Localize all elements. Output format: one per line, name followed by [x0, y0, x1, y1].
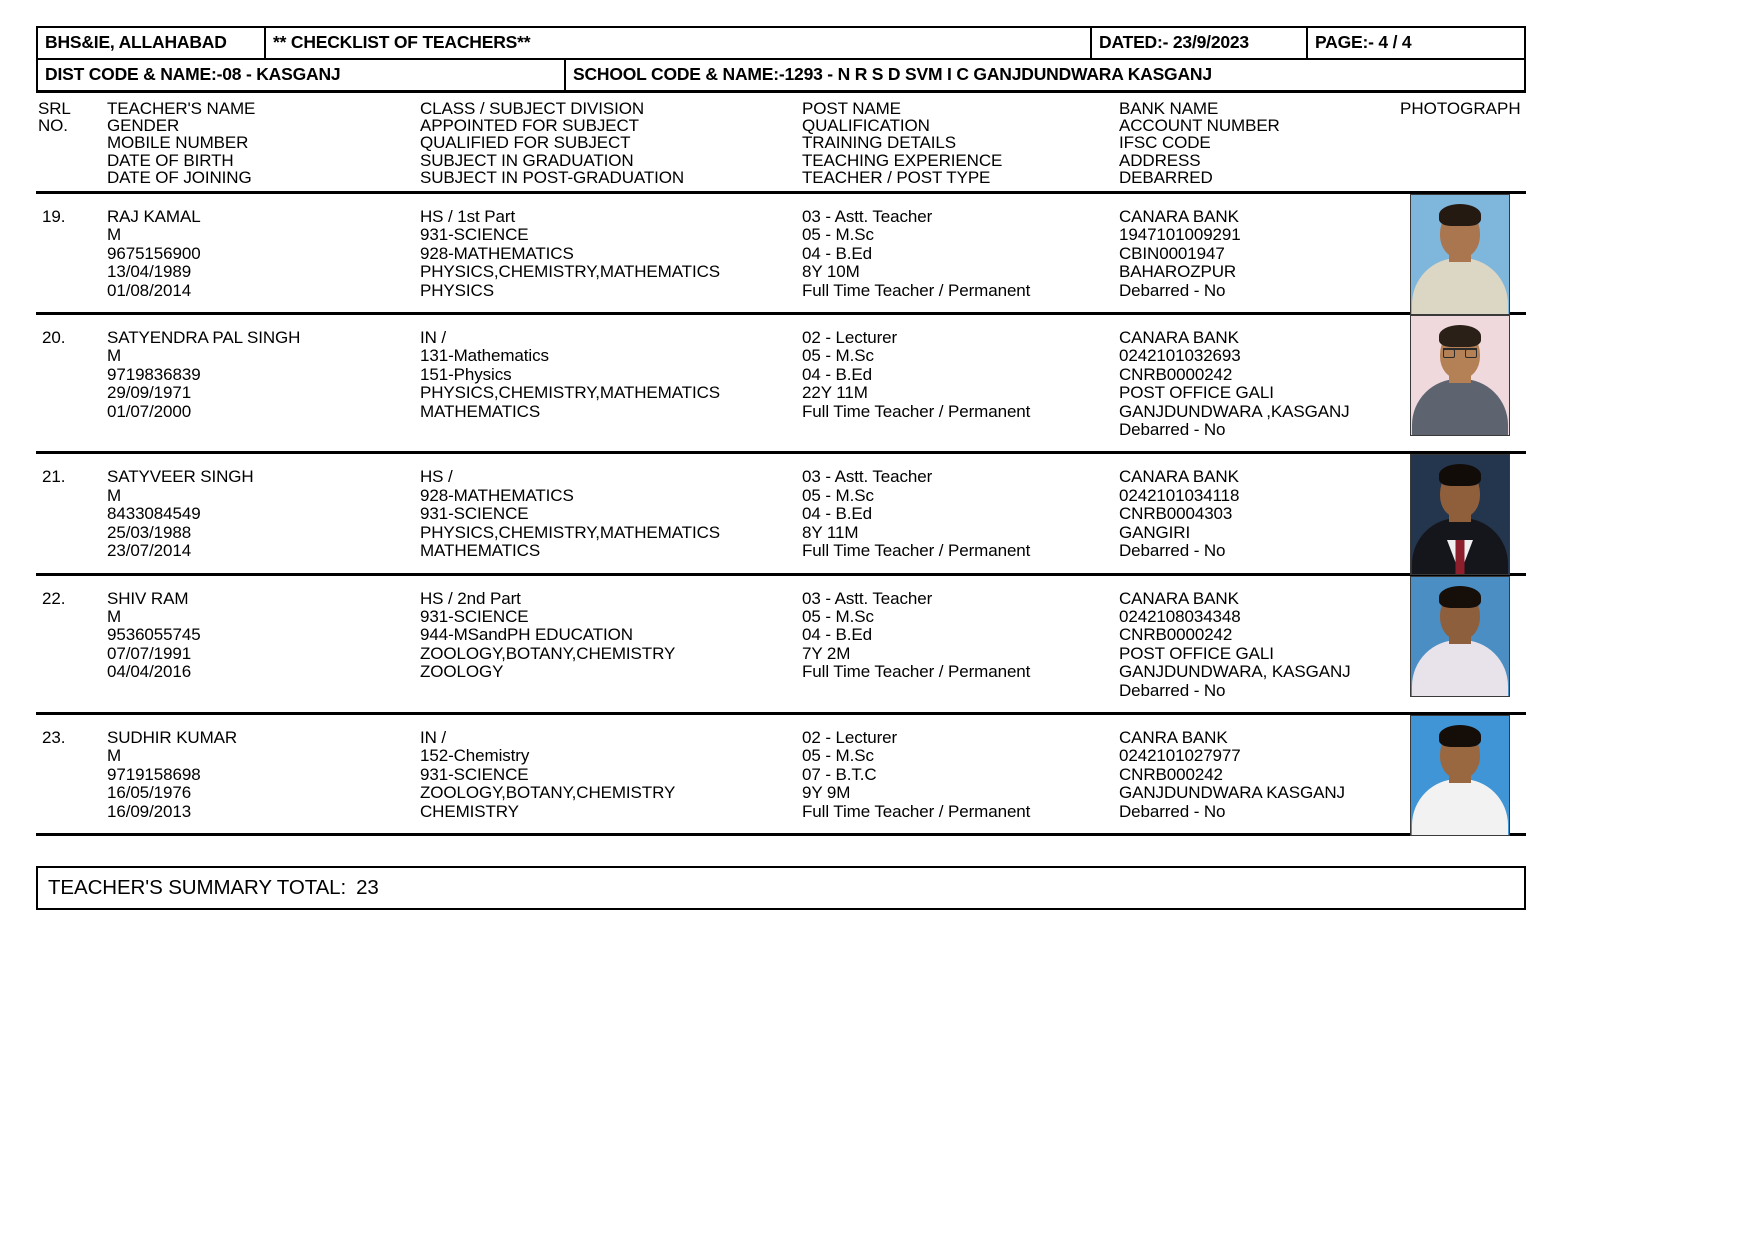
column-header-bank-name: BANK NAME ACCOUNT NUMBER IFSC CODE ADDRESS DEBARRED — [1119, 99, 1280, 187]
cell-bank — [1117, 590, 1400, 700]
class-line: ZOOLOGY — [420, 662, 504, 682]
bank-line: CANARA BANK — [1119, 467, 1239, 487]
bank-line: 0242101032693 — [1119, 346, 1241, 366]
class-line: 928-MATHEMATICS — [420, 243, 574, 263]
class-line: MATHEMATICS — [420, 541, 541, 561]
name-line: SHIV RAM — [107, 588, 189, 608]
post-line: 05 - M.Sc — [802, 346, 874, 366]
post-line: 7Y 2M — [802, 643, 851, 663]
post-line: 8Y 10M — [802, 262, 860, 282]
document-title: ** CHECKLIST OF TEACHERS** — [266, 28, 1092, 58]
summary-label: TEACHER'S SUMMARY TOTAL: — [48, 876, 347, 899]
bank-line: Debarred - No — [1119, 801, 1226, 821]
teacher-photo — [1410, 194, 1510, 315]
name-line: 29/09/1971 — [107, 383, 192, 403]
cell-bank — [1117, 468, 1400, 560]
summary-total-value: 23 — [356, 876, 379, 899]
name-line: 04/04/2016 — [107, 662, 192, 682]
column-header-srl-no: SRL NO. — [38, 99, 71, 136]
class-line: 152-Chemistry — [420, 746, 530, 766]
name-line: M — [107, 606, 122, 626]
cell-photograph — [1400, 329, 1526, 439]
srl-no-value: 23. — [42, 727, 66, 747]
school-code-name: SCHOOL CODE & NAME:-1293 - N R S D SVM I C GANJDUNDWARA KASGANJ — [573, 64, 1212, 84]
cell-srl — [36, 590, 105, 700]
dated-label: DATED:- 23/9/2023 — [1092, 28, 1308, 58]
bank-line: Debarred - No — [1119, 420, 1226, 440]
name-line: 9719158698 — [107, 764, 201, 784]
post-line: Full Time Teacher / Permanent — [802, 662, 1031, 682]
bank-line: CNRB000242 — [1119, 764, 1223, 784]
bank-line: 0242108034348 — [1119, 606, 1241, 626]
cell-post — [800, 468, 1117, 560]
bank-line: POST OFFICE GALI — [1119, 643, 1274, 663]
class-line: 131-Mathematics — [420, 346, 549, 366]
table-body — [36, 194, 1526, 836]
cell-photograph — [1400, 729, 1526, 821]
document-header — [36, 26, 1526, 92]
post-line: 05 - M.Sc — [802, 746, 874, 766]
srl-no-value: 19. — [42, 207, 66, 227]
teacher-photo — [1410, 454, 1510, 575]
bank-line: GANJDUNDWARA ,KASGANJ — [1119, 401, 1350, 421]
class-line: HS / 1st Part — [420, 207, 516, 227]
post-line: 03 - Astt. Teacher — [802, 207, 933, 227]
class-line: HS / — [420, 467, 453, 487]
name-line: 01/08/2014 — [107, 280, 192, 300]
post-line: 04 - B.Ed — [802, 243, 872, 263]
name-line: 9719836839 — [107, 364, 201, 384]
class-line: 944-MSandPH EDUCATION — [420, 625, 633, 645]
post-line: 9Y 9M — [802, 783, 851, 803]
name-line: 01/07/2000 — [107, 401, 192, 421]
post-line: Full Time Teacher / Permanent — [802, 401, 1031, 421]
cell-name — [105, 590, 418, 700]
post-line: Full Time Teacher / Permanent — [802, 541, 1031, 561]
cell-class — [418, 208, 800, 300]
class-line: 931-SCIENCE — [420, 764, 529, 784]
bank-line: 0242101034118 — [1119, 485, 1240, 505]
name-line: 16/09/2013 — [107, 801, 192, 821]
class-line: 928-MATHEMATICS — [420, 485, 574, 505]
name-line: M — [107, 225, 122, 245]
cell-post — [800, 729, 1117, 821]
cell-srl — [36, 329, 105, 439]
name-line: 07/07/1991 — [107, 643, 192, 663]
post-line: 07 - B.T.C — [802, 764, 877, 784]
post-line: 8Y 11M — [802, 522, 859, 542]
class-line: 931-SCIENCE — [420, 225, 529, 245]
table-row — [36, 576, 1526, 715]
class-line: 151-Physics — [420, 364, 512, 384]
post-line: Full Time Teacher / Permanent — [802, 801, 1031, 821]
post-line: 05 - M.Sc — [802, 485, 874, 505]
bank-line: POST OFFICE GALI — [1119, 383, 1274, 403]
cell-photograph — [1400, 468, 1526, 560]
bank-line: GANJDUNDWARA, KASGANJ — [1119, 662, 1351, 682]
class-line: PHYSICS,CHEMISTRY,MATHEMATICS — [420, 262, 720, 282]
post-line: Full Time Teacher / Permanent — [802, 280, 1031, 300]
name-line: M — [107, 346, 122, 366]
class-line: ZOOLOGY,BOTANY,CHEMISTRY — [420, 783, 676, 803]
cell-name — [105, 329, 418, 439]
name-line: M — [107, 746, 122, 766]
post-line: 04 - B.Ed — [802, 364, 872, 384]
bank-line: CANARA BANK — [1119, 588, 1239, 608]
name-line: SUDHIR KUMAR — [107, 727, 238, 747]
teachers-summary-box — [36, 866, 1526, 910]
teacher-photo — [1410, 315, 1510, 436]
srl-no-value: 20. — [42, 328, 66, 348]
post-line: 05 - M.Sc — [802, 606, 874, 626]
bank-line: BAHAROZPUR — [1119, 262, 1237, 282]
glasses-icon — [1443, 348, 1477, 359]
name-line: 25/03/1988 — [107, 522, 192, 542]
class-line: PHYSICS,CHEMISTRY,MATHEMATICS — [420, 522, 720, 542]
class-line: CHEMISTRY — [420, 801, 519, 821]
name-line: 13/04/1989 — [107, 262, 192, 282]
cell-photograph — [1400, 208, 1526, 300]
cell-srl — [36, 468, 105, 560]
post-line: 05 - M.Sc — [802, 225, 874, 245]
header-row-top — [38, 28, 1524, 60]
class-line: IN / — [420, 328, 447, 348]
name-line: M — [107, 485, 122, 505]
teachers-table — [36, 90, 1526, 836]
bank-line: CNRB0000242 — [1119, 364, 1233, 384]
cell-name — [105, 468, 418, 560]
class-line: IN / — [420, 727, 447, 747]
teacher-photo — [1410, 576, 1510, 697]
bank-line: GANGIRI — [1119, 522, 1191, 542]
district-code-name: DIST CODE & NAME:-08 - KASGANJ — [38, 60, 566, 90]
class-line: ZOOLOGY,BOTANY,CHEMISTRY — [420, 643, 676, 663]
cell-post — [800, 590, 1117, 700]
name-line: RAJ KAMAL — [107, 207, 201, 227]
column-header-class-subject-division: CLASS / SUBJECT DIVISION APPOINTED FOR SUBJECT QUALIFIED FOR SUBJECT SUBJECT IN GRADUATION SUBJECT IN POST-GRADUATION — [420, 99, 685, 187]
column-header-photograph: PHOTOGRAPH — [1400, 99, 1521, 118]
class-line: 931-SCIENCE — [420, 504, 529, 524]
cell-srl — [36, 208, 105, 300]
cell-class — [418, 468, 800, 560]
post-line: 22Y 11M — [802, 383, 868, 403]
bank-line: CNRB0000242 — [1119, 625, 1233, 645]
bank-line: Debarred - No — [1119, 541, 1226, 561]
bank-line: Debarred - No — [1119, 680, 1226, 700]
cell-name — [105, 208, 418, 300]
column-header-post-name: POST NAME QUALIFICATION TRAINING DETAILS TEACHING EXPERIENCE TEACHER / POST TYPE — [802, 99, 1003, 187]
table-row — [36, 715, 1526, 836]
header-row-bottom — [38, 60, 1524, 90]
post-line: 03 - Astt. Teacher — [802, 588, 933, 608]
name-line: SATYVEER SINGH — [107, 467, 254, 487]
cell-class — [418, 729, 800, 821]
name-line: SATYENDRA PAL SINGH — [107, 328, 301, 348]
class-line: HS / 2nd Part — [420, 588, 521, 608]
table-header-row — [36, 90, 1526, 194]
organization-name: BHS&IE, ALLAHABAD — [38, 28, 266, 58]
bank-line: 0242101027977 — [1119, 746, 1241, 766]
post-line: 02 - Lecturer — [802, 727, 898, 747]
bank-line: Debarred - No — [1119, 280, 1226, 300]
cell-bank — [1117, 208, 1400, 300]
cell-bank — [1117, 329, 1400, 439]
bank-line: GANJDUNDWARA KASGANJ — [1119, 783, 1345, 803]
post-line: 04 - B.Ed — [802, 504, 872, 524]
name-line: 23/07/2014 — [107, 541, 192, 561]
post-line: 04 - B.Ed — [802, 625, 872, 645]
bank-line: 1947101009291 — [1119, 225, 1241, 245]
class-line: MATHEMATICS — [420, 401, 541, 421]
cell-post — [800, 329, 1117, 439]
table-row — [36, 315, 1526, 454]
cell-srl — [36, 729, 105, 821]
post-line: 02 - Lecturer — [802, 328, 898, 348]
class-line: PHYSICS — [420, 280, 494, 300]
cell-post — [800, 208, 1117, 300]
bank-line: CANARA BANK — [1119, 207, 1239, 227]
column-header-teacher-name: TEACHER'S NAME GENDER MOBILE NUMBER DATE OF BIRTH DATE OF JOINING — [107, 99, 256, 187]
cell-bank — [1117, 729, 1400, 821]
name-line: 16/05/1976 — [107, 783, 192, 803]
teacher-photo — [1410, 715, 1510, 836]
cell-class — [418, 590, 800, 700]
bank-line: CANARA BANK — [1119, 328, 1239, 348]
bank-line: CBIN0001947 — [1119, 243, 1225, 263]
cell-photograph — [1400, 590, 1526, 700]
name-line: 9675156900 — [107, 243, 201, 263]
class-line: PHYSICS,CHEMISTRY,MATHEMATICS — [420, 383, 720, 403]
table-row — [36, 194, 1526, 315]
bank-line: CANRA BANK — [1119, 727, 1228, 747]
post-line: 03 - Astt. Teacher — [802, 467, 933, 487]
name-line: 8433084549 — [107, 504, 201, 524]
srl-no-value: 21. — [42, 467, 66, 487]
table-row — [36, 454, 1526, 575]
cell-class — [418, 329, 800, 439]
page-number-label: PAGE:- 4 / 4 — [1315, 32, 1412, 52]
cell-name — [105, 729, 418, 821]
class-line: 931-SCIENCE — [420, 606, 529, 626]
name-line: 9536055745 — [107, 625, 201, 645]
bank-line: CNRB0004303 — [1119, 504, 1233, 524]
srl-no-value: 22. — [42, 588, 66, 608]
